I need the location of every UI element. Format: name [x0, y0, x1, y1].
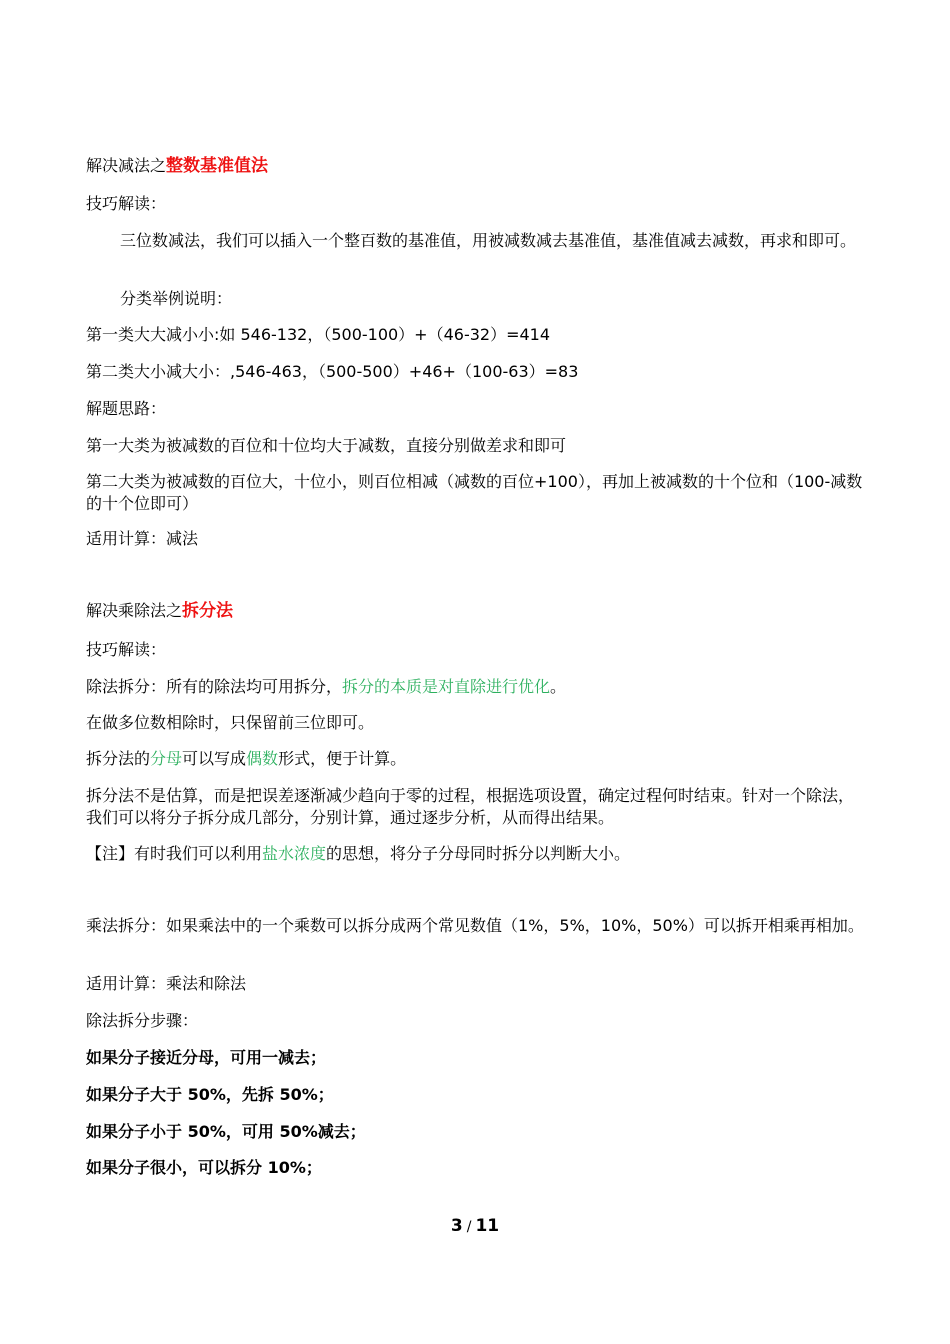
section2-heading — [86, 600, 864, 622]
section1-heading — [86, 155, 864, 177]
highlight-text: 分母 — [150, 749, 183, 768]
page-separator: / — [466, 1219, 472, 1235]
heading-prefix: 解决乘除法之 — [86, 601, 183, 620]
heading-prefix: 解决减法之 — [86, 156, 167, 175]
tips-label: 技巧解读： — [86, 194, 167, 213]
step-2: 如果分子大于 50%，先拆 50%； — [86, 1085, 334, 1104]
highlight-text: 偶数 — [246, 749, 279, 768]
applicable-subtraction: 适用计算：减法 — [86, 529, 199, 548]
text-run: 。 — [550, 677, 567, 696]
text-run: 拆分法的 — [86, 749, 151, 768]
highlight-text: 拆分的本质是对直除进行优化 — [342, 677, 551, 696]
tips-label-2: 技巧解读： — [86, 640, 167, 659]
example-2: 第二类大小减大小：,546-463，（500-500）+46+（100-63）=83 — [86, 362, 579, 381]
text-run: 【注】有时我们可以利用 — [86, 844, 263, 863]
page-number — [0, 1216, 950, 1236]
heading-accent: 拆分法 — [182, 601, 234, 621]
division-split-line — [86, 676, 864, 698]
highlight-text: 盐水浓度 — [262, 844, 327, 863]
text-run: 可以写成 — [182, 749, 247, 768]
applicable-mult-div: 适用计算：乘法和除法 — [86, 974, 247, 993]
step-4: 如果分子很小，可以拆分 10%； — [86, 1158, 322, 1177]
step-1: 如果分子接近分母，可用一减去； — [86, 1048, 327, 1067]
page-total: 11 — [475, 1216, 500, 1236]
denominator-line — [86, 748, 864, 770]
heading-accent: 整数基准值法 — [166, 156, 269, 176]
multiplication-split: 乘法拆分：如果乘法中的一个乘数可以拆分成两个常见数值（1%，5%，10%，50%）可以拆开相乘再相加。 — [86, 916, 864, 935]
approach-2: 第二大类为被减数的百位大，十位小，则百位相减（减数的百位+100），再加上被减数的十个位和（100-减数的十个位即可） — [86, 472, 863, 513]
page-current: 3 — [450, 1216, 463, 1236]
examples-label: 分类举例说明： — [120, 289, 233, 308]
keep-three-digits: 在做多位数相除时，只保留前三位即可。 — [86, 713, 375, 732]
not-estimate-paragraph: 拆分法不是估算，而是把误差逐渐减少趋向于零的过程，根据选项设置，确定过程何时结束。针对一个除法，我们可以将分子拆分成几部分，分别计算，通过逐步分析，从而得出结果。 — [86, 786, 855, 827]
approach-1: 第一大类为被减数的百位和十位均大于减数，直接分别做差求和即可 — [86, 436, 567, 455]
approach-label: 解题思路： — [86, 399, 167, 418]
text-run: 形式，便于计算。 — [278, 749, 407, 768]
text-run: 除法拆分：所有的除法均可用拆分， — [86, 677, 343, 696]
note-line — [86, 843, 864, 865]
steps-label: 除法拆分步骤： — [86, 1011, 199, 1030]
text-run: 的思想，将分子分母同时拆分以判断大小。 — [326, 844, 631, 863]
intro-paragraph: 三位数减法，我们可以插入一个整百数的基准值，用被减数减去基准值，基准值减去减数，再求和即可。 — [120, 231, 857, 250]
step-3: 如果分子小于 50%，可用 50%减去； — [86, 1122, 366, 1141]
example-1: 第一类大大减小小:如 546-132，（500-100）+（46-32）=414 — [86, 325, 551, 344]
